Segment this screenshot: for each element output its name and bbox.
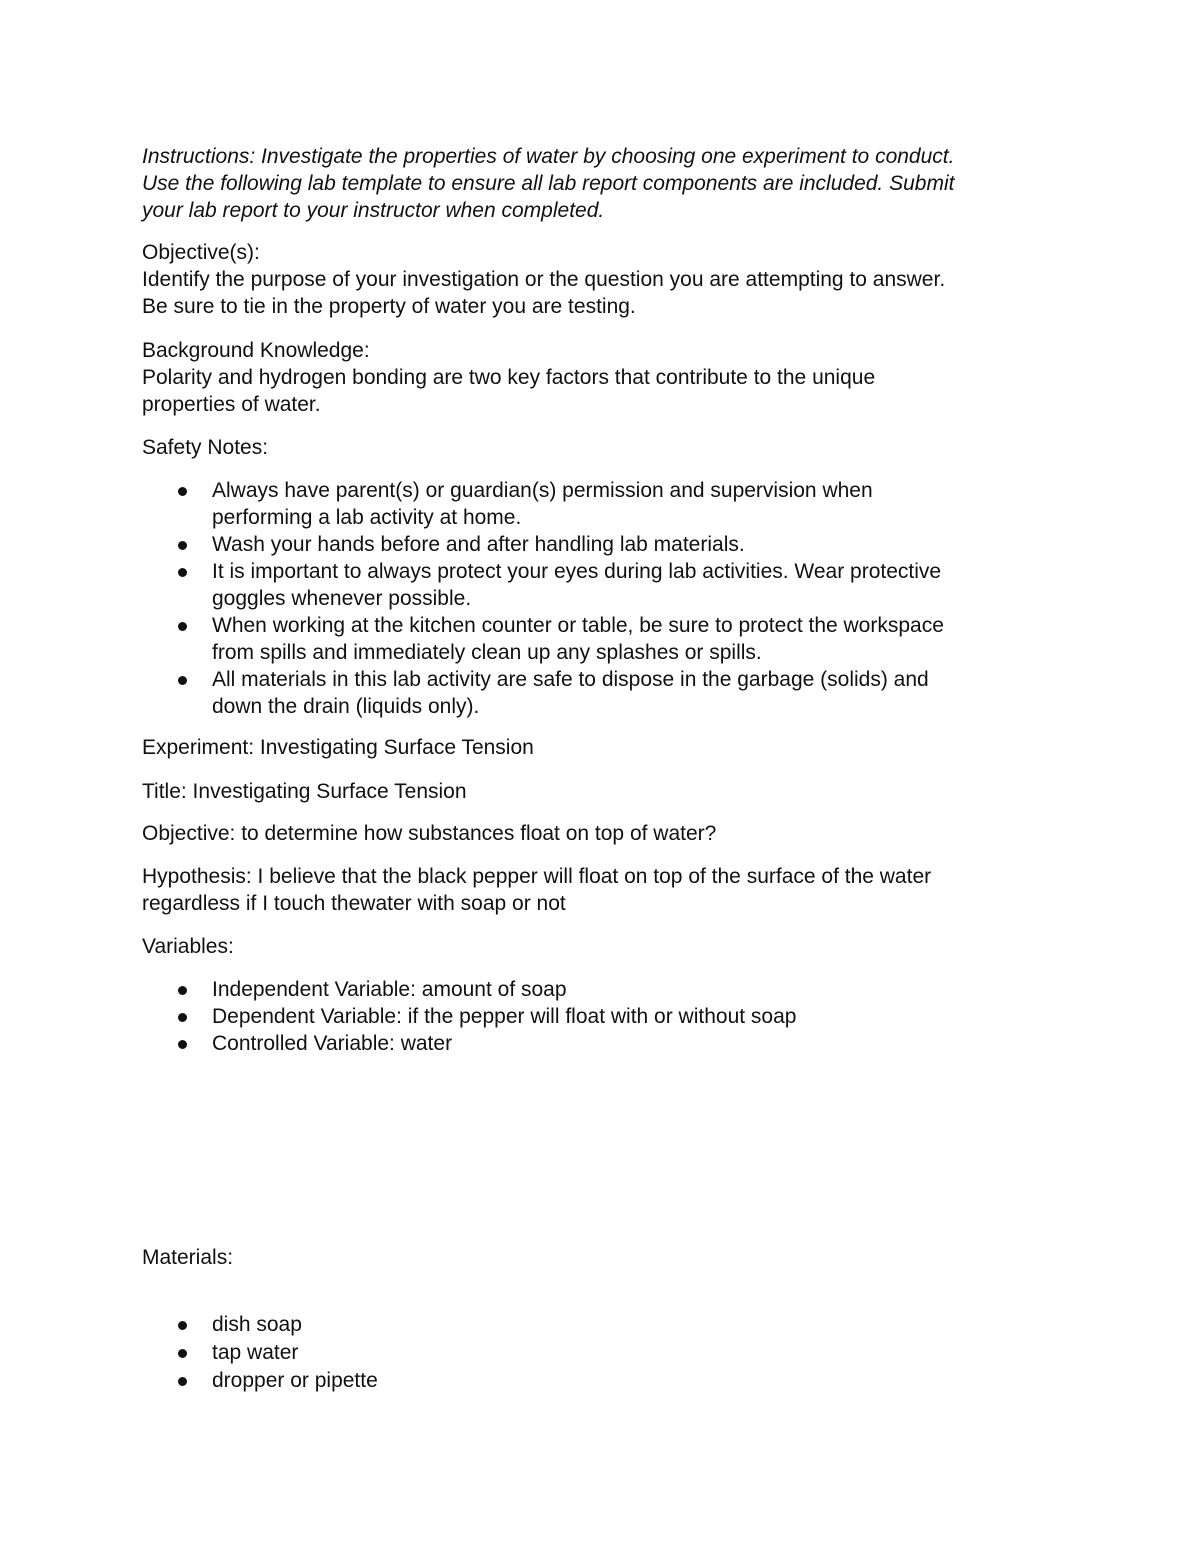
list-item — [142, 1030, 1062, 1057]
title-line — [142, 778, 1062, 805]
materials-heading — [142, 1244, 1062, 1271]
list-item-text: Independent Variable: amount of soap — [212, 978, 567, 1001]
list-item-text: dish soap — [212, 1313, 302, 1336]
bullet-icon — [178, 1321, 187, 1330]
list-item-text: dropper or pipette — [212, 1369, 378, 1392]
experiment-line — [142, 734, 1062, 761]
objectives-heading: Objective(s): — [142, 241, 260, 264]
materials-heading-text: Materials: — [142, 1246, 234, 1269]
list-item-text: Dependent Variable: if the pepper will float with or without soap — [212, 1005, 797, 1028]
materials-list — [142, 1311, 1062, 1395]
hypothesis-paragraph — [142, 863, 1062, 917]
list-item — [142, 1367, 1062, 1395]
list-item — [142, 666, 1062, 720]
variables-list-block — [142, 976, 1062, 1057]
variables-heading — [142, 933, 1062, 960]
bullet-icon — [178, 1013, 187, 1022]
objectives-section — [142, 239, 1062, 320]
bullet-icon — [178, 622, 187, 631]
list-item — [142, 531, 1062, 558]
list-item — [142, 612, 1062, 666]
list-item — [142, 477, 1062, 531]
background-section — [142, 337, 1062, 418]
safety-heading — [142, 434, 1062, 461]
variables-heading-text: Variables: — [142, 935, 234, 958]
background-line: Polarity and hydrogen bonding are two key factors that contribute to the unique — [142, 366, 876, 389]
list-item-text: down the drain (liquids only). — [212, 695, 480, 718]
objective-line — [142, 820, 1062, 847]
safety-list — [142, 477, 1062, 720]
variables-list — [142, 976, 1062, 1057]
list-item-text: performing a lab activity at home. — [212, 506, 522, 529]
list-item-text: from spills and immediately clean up any splashes or spills. — [212, 641, 762, 664]
list-item — [142, 976, 1062, 1003]
objectives-line: Identify the purpose of your investigation or the question you are attempting to answer. — [142, 268, 946, 291]
list-item-text: goggles whenever possible. — [212, 587, 472, 610]
instructions-paragraph — [142, 143, 1062, 224]
list-item-text: It is important to always protect your eyes during lab activities. Wear protective — [212, 560, 942, 583]
bullet-icon — [178, 1349, 187, 1358]
list-item-text: Always have parent(s) or guardian(s) permission and supervision when — [212, 479, 873, 502]
materials-list-block — [142, 1311, 1062, 1395]
bullet-icon — [178, 541, 187, 550]
safety-list-block — [142, 477, 1062, 720]
bullet-icon — [178, 568, 187, 577]
background-heading: Background Knowledge: — [142, 339, 370, 362]
bullet-icon — [178, 986, 187, 995]
objective-text: Objective: to determine how substances float on top of water? — [142, 822, 717, 845]
bullet-icon — [178, 676, 187, 685]
safety-heading-text: Safety Notes: — [142, 436, 269, 459]
list-item-text: Controlled Variable: water — [212, 1032, 453, 1055]
title-text: Title: Investigating Surface Tension — [142, 780, 467, 803]
list-item — [142, 1311, 1062, 1339]
list-item — [142, 558, 1062, 612]
hypothesis-line: Hypothesis: I believe that the black pepper will float on top of the surface of the water — [142, 865, 932, 888]
instructions-line: your lab report to your instructor when completed. — [142, 199, 605, 222]
list-item — [142, 1003, 1062, 1030]
list-item — [142, 1339, 1062, 1367]
list-item-text: When working at the kitchen counter or table, be sure to protect the workspace — [212, 614, 944, 637]
list-item-text: All materials in this lab activity are safe to dispose in the garbage (solids) and — [212, 668, 929, 691]
background-line: properties of water. — [142, 393, 321, 416]
bullet-icon — [178, 1377, 187, 1386]
experiment-text: Experiment: Investigating Surface Tension — [142, 736, 534, 759]
list-item-text: Wash your hands before and after handling lab materials. — [212, 533, 745, 556]
bullet-icon — [178, 1040, 187, 1049]
instructions-line: Instructions: Investigate the properties of water by choosing one experiment to conduct. — [142, 145, 955, 168]
list-item-text: tap water — [212, 1341, 299, 1364]
instructions-line: Use the following lab template to ensure all lab report components are included. Submit — [142, 172, 955, 195]
bullet-icon — [178, 487, 187, 496]
objectives-line: Be sure to tie in the property of water you are testing. — [142, 295, 636, 318]
hypothesis-line: regardless if I touch thewater with soap or not — [142, 892, 566, 915]
